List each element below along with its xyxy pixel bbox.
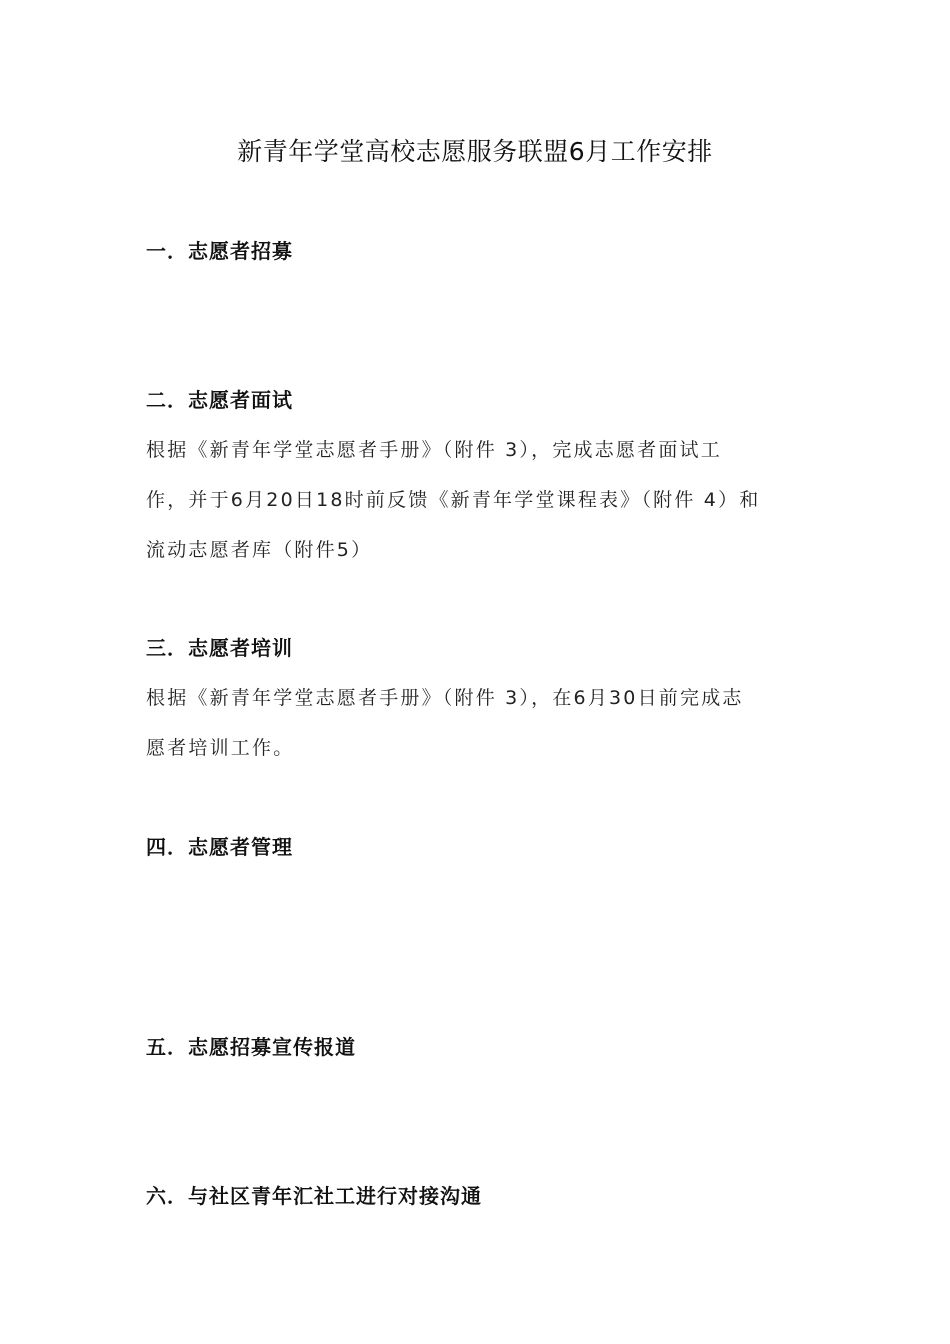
section-body-3 bbox=[146, 673, 808, 773]
section-body-2 bbox=[146, 425, 808, 575]
section-3-line-1: 根据《新青年学堂志愿者手册》（附件 3），在6月30日前完成志 bbox=[146, 687, 744, 709]
section-3-line-2: 愿者培训工作。 bbox=[146, 737, 295, 759]
section-2-line-1: 根据《新青年学堂志愿者手册》（附件 3），完成志愿者面试工 bbox=[146, 439, 722, 461]
section-heading-4: 四．志愿者管理 bbox=[146, 835, 293, 859]
section-2-line-2: 作，并于6月20日18时前反馈《新青年学堂课程表》（附件 4）和 bbox=[146, 489, 761, 511]
section-2-line-3: 流动志愿者库（附件5） bbox=[146, 539, 373, 561]
section-heading-2: 二．志愿者面试 bbox=[146, 388, 293, 412]
document-title: 新青年学堂高校志愿服务联盟6月工作安排 bbox=[237, 137, 713, 166]
section-heading-6: 六．与社区青年汇社工进行对接沟通 bbox=[146, 1184, 482, 1208]
section-heading-1: 一．志愿者招募 bbox=[146, 239, 293, 263]
section-heading-5: 五．志愿招募宣传报道 bbox=[146, 1035, 356, 1059]
section-heading-3: 三．志愿者培训 bbox=[146, 636, 293, 660]
